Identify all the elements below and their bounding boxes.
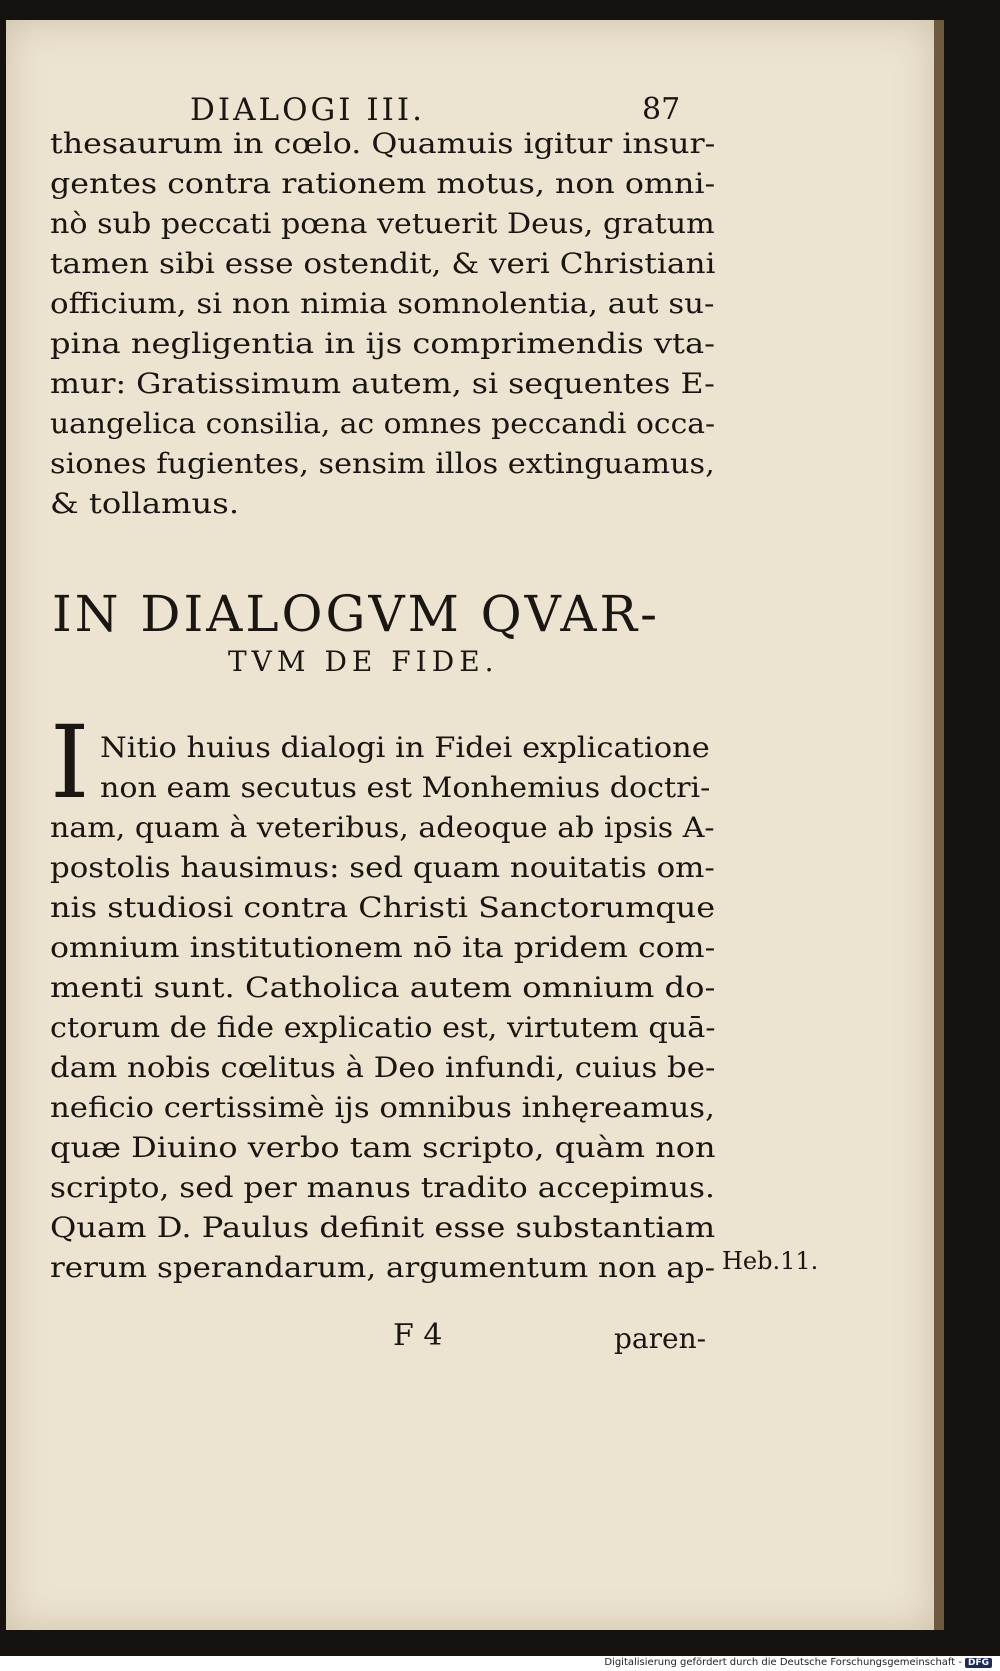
page-edge <box>934 20 944 1630</box>
marginal-note: Heb.11. <box>722 1247 819 1275</box>
dfg-logo: DFG <box>965 1658 992 1668</box>
text-line: pina negligentia in ijs comprimendis vta- <box>50 327 715 360</box>
digitization-credit <box>604 1657 992 1668</box>
catchword: paren- <box>614 1322 707 1355</box>
text-line: neficio certissimè ijs omnibus inhęreamus, <box>50 1091 715 1124</box>
credit-text: Digitalisierung gefördert durch die Deutsche Forschungsgemeinschaft - <box>604 1657 962 1668</box>
text-line: nò sub peccati pœna vetuerit Deus, gratum <box>50 207 715 240</box>
text-line: postolis hausimus: sed quam nouitatis om- <box>50 851 715 884</box>
text-line: nam, quam à veteribus, adeoque ab ipsis A- <box>50 811 715 844</box>
text-line: quæ Diuino verbo tam scripto, quàm non <box>50 1131 716 1164</box>
text-line: mur: Gratissimum autem, si sequentes E- <box>50 367 715 400</box>
text-line: & tollamus. <box>50 487 240 520</box>
text-line: officium, si non nimia somnolentia, aut su- <box>50 287 715 320</box>
text-line: dam nobis cœlitus à Deo infundi, cuius be- <box>50 1051 716 1084</box>
text-line: Nitio huius dialogi in Fidei explicatione <box>100 731 710 764</box>
text-line: siones fugientes, sensim illos extinguamus, <box>50 447 715 480</box>
text-line: omnium institutionem nō ita pridem com- <box>50 931 716 964</box>
text-line: scripto, sed per manus tradito accepimus. <box>50 1171 715 1204</box>
text-line: uangelica consilia, ac omnes peccandi occa- <box>50 407 716 440</box>
drop-cap: I <box>50 704 90 821</box>
text-line: nis studiosi contra Christi Sanctorumque <box>50 891 716 924</box>
section-subheading: TVM DE FIDE. <box>228 645 499 678</box>
text-line: gentes contra rationem motus, non omni- <box>50 167 716 200</box>
text-line: non eam secutus est Monhemius doctri- <box>100 771 711 804</box>
text-line: tamen sibi esse ostendit, & veri Christiani <box>50 247 716 280</box>
text-line: Quam D. Paulus definit esse substantiam <box>50 1211 716 1244</box>
signature-mark: F 4 <box>393 1318 443 1353</box>
text-line: thesaurum in cœlo. Quamuis igitur insur- <box>50 127 716 160</box>
running-head: DIALOGI III. <box>190 92 425 128</box>
page-number: 87 <box>642 92 681 127</box>
text-line: ctorum de fide explicatio est, virtutem quā- <box>50 1011 716 1044</box>
section-heading: IN DIALOGVM QVAR- <box>52 585 661 643</box>
text-line: rerum sperandarum, argumentum non ap- <box>50 1251 716 1284</box>
text-line: menti sunt. Catholica autem omnium do- <box>50 971 716 1004</box>
